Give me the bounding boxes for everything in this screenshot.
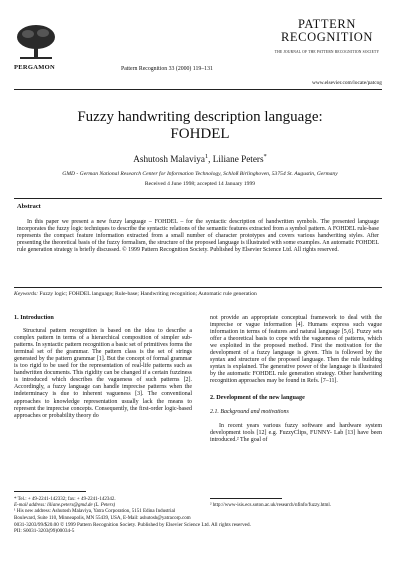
pii-line: PII: S0031-3203(99)00034-5 (14, 528, 75, 535)
paper-title (0, 109, 400, 144)
paper-title-line2: FOHDEL (170, 126, 230, 143)
subsection-heading: 2.1. Background and motivations (210, 408, 289, 415)
author-separator: , (208, 154, 213, 164)
right-column (210, 315, 382, 444)
bottom-info (14, 522, 251, 535)
abstract-box (14, 198, 382, 288)
author-list (0, 154, 400, 164)
footnote-email: E-mail address: liliane.peters@gmd.de (L. Peters) (14, 503, 116, 509)
journal-title (272, 18, 382, 44)
header-divider (14, 89, 382, 90)
publisher-logo-tree (14, 24, 58, 62)
keywords-label: Keywords: (14, 291, 39, 297)
affiliation: GMD - German National Research Center for Information Technology, Schloß Birlinghoven, 53754 St. Augustin, Germany (62, 171, 338, 177)
keywords (14, 291, 382, 297)
journal-title-line2: RECOGNITION (280, 30, 373, 45)
copyright-line: 0031-3203/99/$20.00 © 1999 Pattern Recognition Society. Published by Elsevier Science Ltd. All rights reserved. (14, 522, 251, 528)
paper-title-line1: Fuzzy handwriting description language: (77, 109, 323, 125)
journal-citation: Pattern Recognition 33 (2000) 119–131 (121, 66, 213, 72)
publisher-name: PERGAMON (14, 64, 56, 71)
footnotes (14, 497, 192, 522)
abstract-text: In this paper we present a new fuzzy language – FOHDEL – for the syntactic description of handwritten symbols. The presented language incorporates the fuzzy logic techniques to describe the syntactic relations of the semantic features extracted from a symbol pattern. A FOHDEL rule-base represents the compact feature information extracted from a small number of character prototypes and covers various handwriting styles. After presenting the theoretical basis of the fuzzy formalism, the structure of the proposed language is illustrated with some examples. An automatic FOHDEL rule generation strategy is briefly discussed. © 1999 Pattern Recognition Society. Published by Elsevier Science Ltd. All rights reserved. (17, 219, 379, 253)
body-paragraph: Structural pattern recognition is based on the idea to describe a complex pattern in terms of a hierarchical composition of simpler sub-patterns. In syntactic pattern recognition a basic set of primitives forms the terminal set of the grammar. The pattern class is the set of strings generated by the pattern grammar [1]. But the concept of formal grammar is too rigid to be used for the representation of real-life patterns such as handwritten documents. This rigidity can be changed if a certain fuzziness is introduced which describes the vagueness of such patterns [2]. Accordingly, a fuzzy language can handle imprecise patterns when the indeterminacy is due to inherent vagueness [3]. The conventional approaches to knowledge representation usually lack the means to represent the imprecise concepts. Consequently, the first-order logic-based approaches or probability theory do (14, 328, 192, 419)
journal-subtitle: THE JOURNAL OF THE PATTERN RECOGNITION SOCIETY (274, 50, 380, 54)
body-paragraph: not provide an appropriate conceptual framework to deal with the imprecise or vague information [4]. Humans express such vague information in terms of features and natural language [5,6]. Fuzzy sets offer a theoretical basis to cope with the vagueness of patterns, which we exploited in the proposed method. First the motivation for the development of a fuzzy language is given. This is followed by the syntax and structure of the proposed language. Then the rule building syntax is explained. The generative power of the language is illustrated by the automatic FOHDEL rule generation strategy. Other handwriting recognition approaches may be found in Refs. [7–11]. (210, 315, 382, 385)
journal-url[interactable]: www.elsevier.com/locate/patcog (311, 80, 382, 86)
author-name: Liliane Peters (212, 154, 264, 164)
footnote: * Tel.: + 49-2241-142332; fax: + 49-2241-142342. (14, 497, 116, 502)
author-footnote-mark: 1 (204, 152, 209, 160)
abstract-heading: Abstract (17, 203, 41, 210)
section-heading: 2. Development of the new language (210, 394, 305, 402)
author-name: Ashutosh Malaviya (133, 154, 205, 164)
footnote-divider (210, 498, 282, 499)
left-column (14, 314, 192, 420)
section-heading: 1. Introduction (14, 314, 54, 321)
body-paragraph: In recent years various fuzzy software and hardware system development tools [12] e.g. FuzzyClips, FUNNY- Lab [13] have been introduced.² The goal of (210, 422, 382, 443)
footnote: ² http://www-isis.ecs.soton.ac.uk/research/nfinfo/fuzzy.html. (210, 503, 332, 508)
footnote-divider (14, 491, 86, 492)
journal-title-line1: PATTERN (298, 17, 356, 31)
author-footnote-mark: * (263, 152, 267, 160)
keywords-text: Fuzzy logic; FOHDEL language; Rule-base; Handwriting recognition; Automatic rule generation (38, 291, 257, 297)
footnote: ¹ His new address: Ashutosh Malaviya, Yatra Corporation, 5151 Edina Industrial Boulevard, Suite 110, Minneapolis, MN 55439, USA, E-Mail: ashutosh@yatracorp.com (14, 509, 191, 521)
received-dates: Received 4 June 1998; accepted 14 January 1999 (144, 181, 256, 187)
